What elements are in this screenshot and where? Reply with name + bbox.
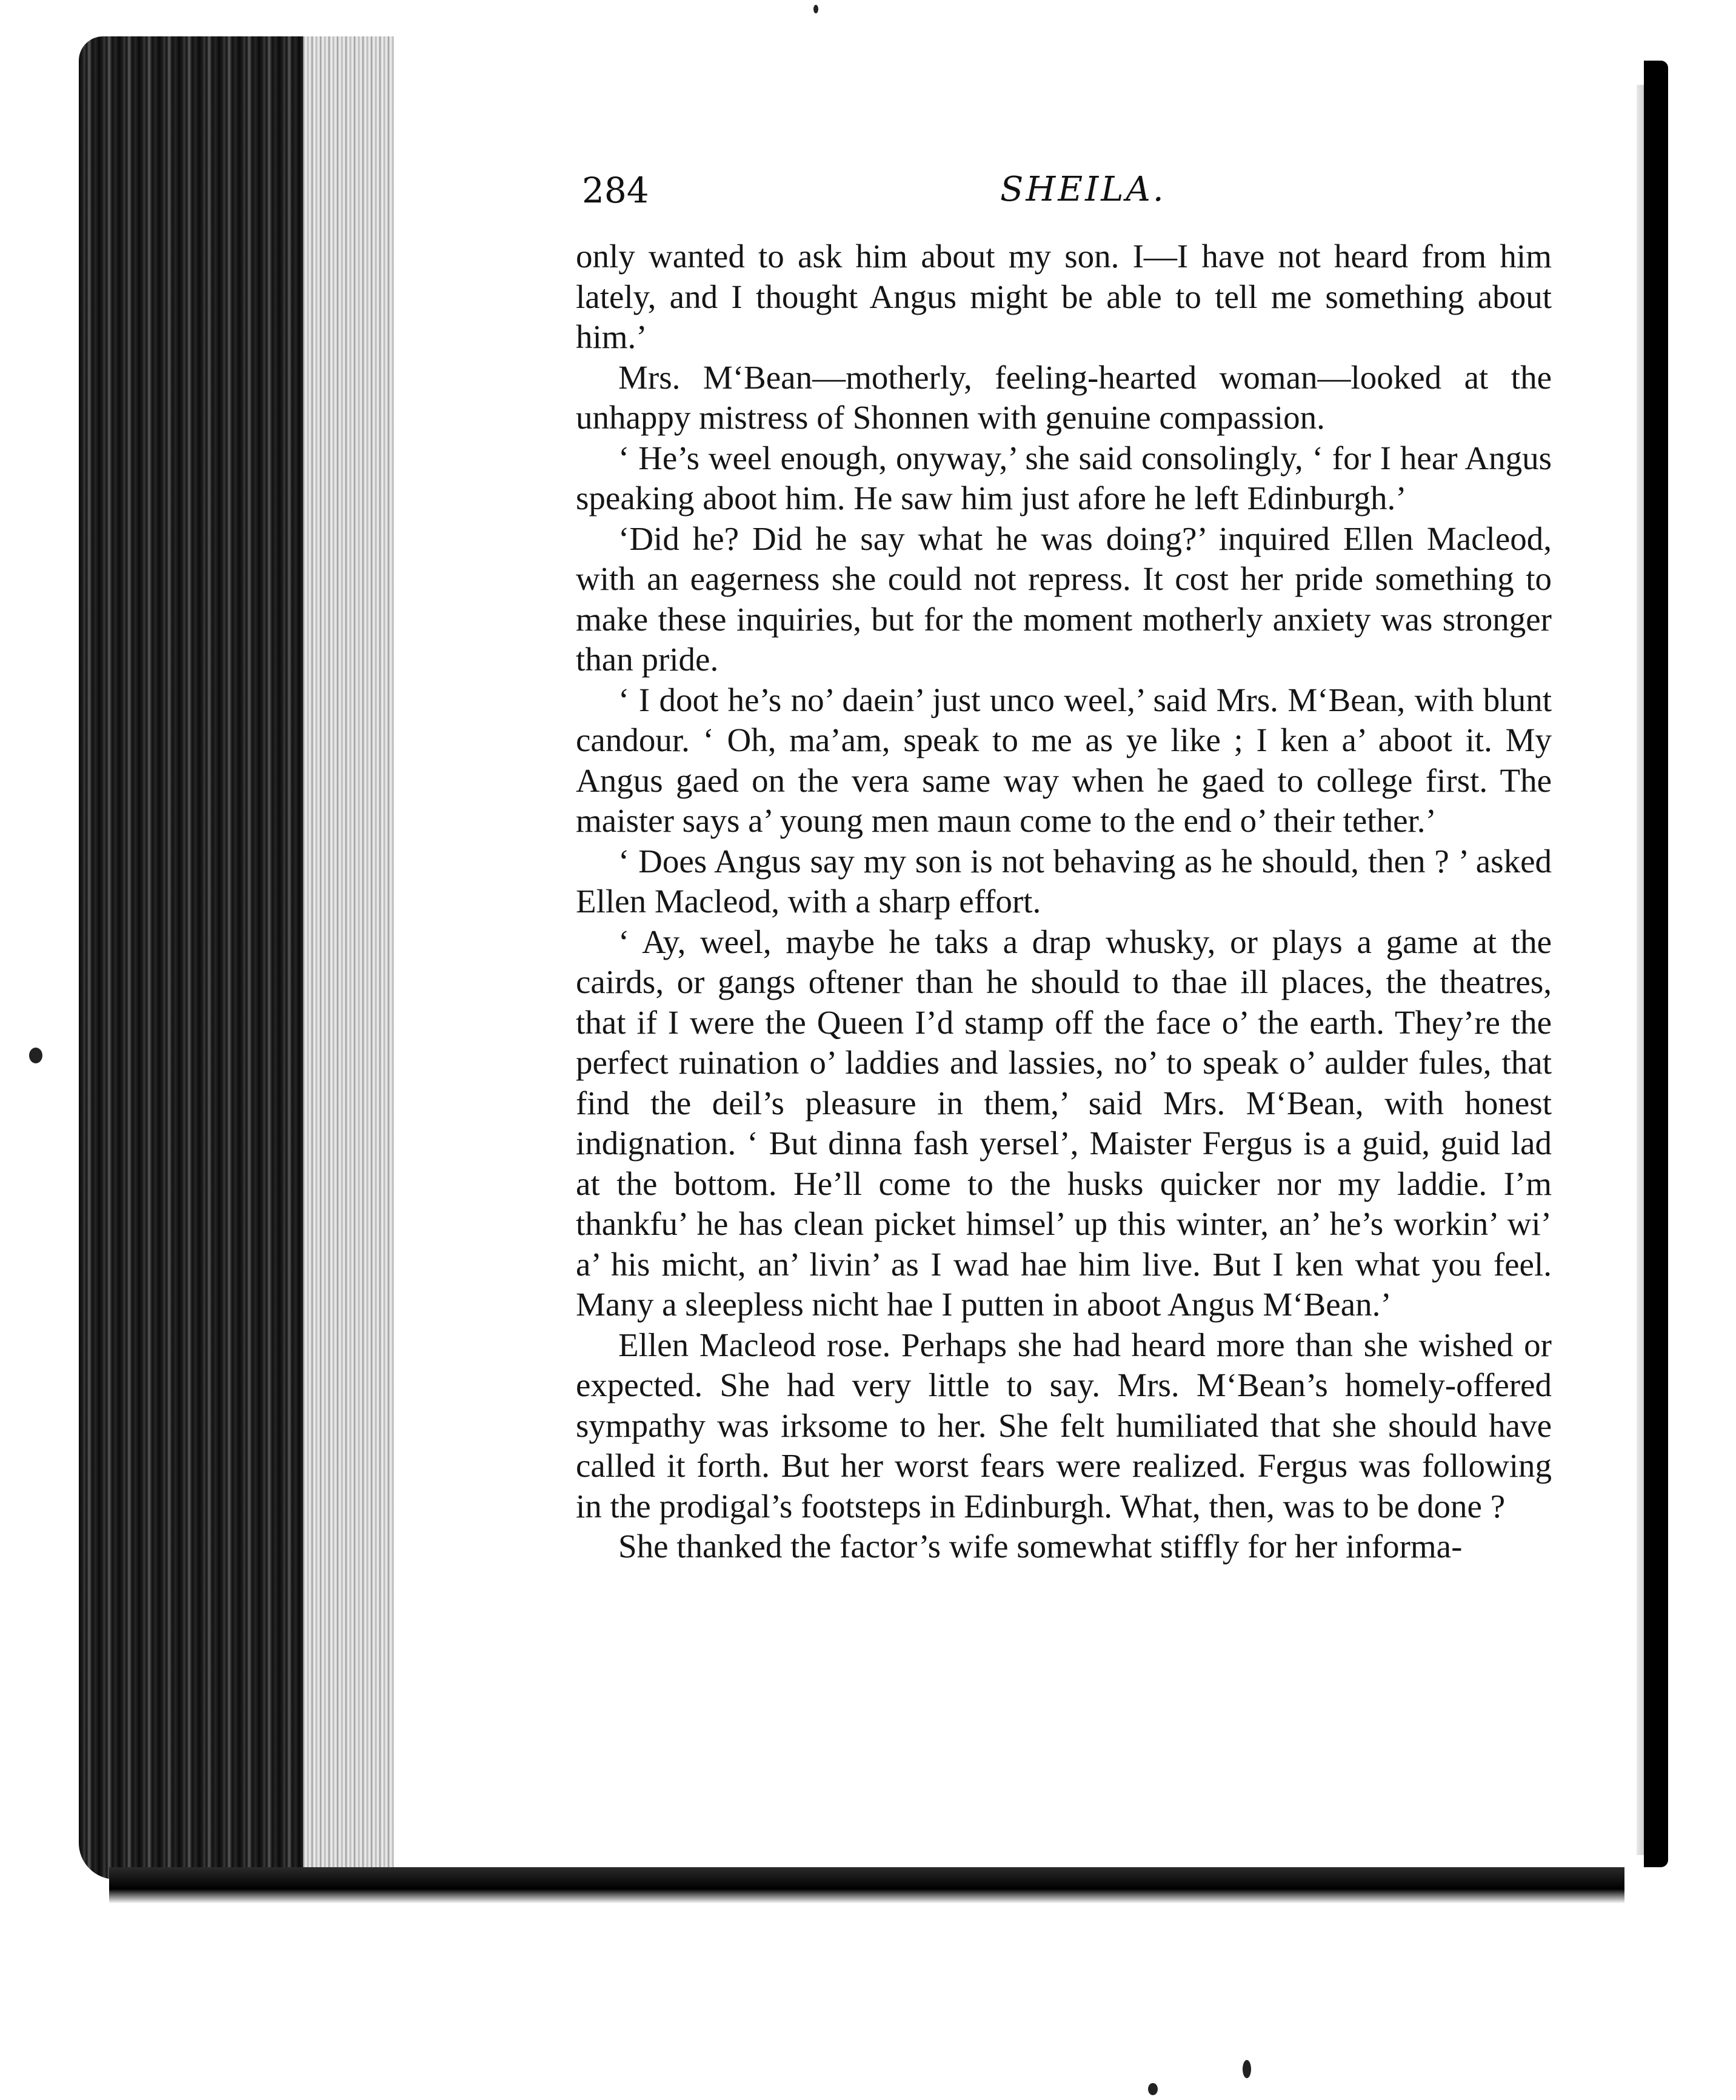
page-number: 284 [582,170,649,211]
paragraph: ‘ He’s weel enough, onyway,’ she said consolingly, ‘ for I hear Angus speaking aboot him. He saw him just afore he left Edinburgh.’ [576,439,1552,517]
book-page-edge [79,36,394,1879]
printed-page [394,42,1637,1867]
book-bottom-shadow [109,1867,1624,1904]
paragraph: Ellen Macleod rose. Perhaps she had heard more than she wished or expected. She had very little to say. Mrs. M‘Bean’s homely-offered sympathy was irksome to her. She felt humiliated that she should have called it forth. But her worst fears were realized. Fergus was following in the prodigal’s footsteps in Edinburgh. What, then, was to be done ? [576,1326,1552,1525]
paragraph: Mrs. M‘Bean—motherly, feeling-hearted woman—looked at the unhappy mistress of Shonnen with genuine compassion. [576,358,1552,436]
speck-mark [29,1048,42,1063]
paragraph: She thanked the factor’s wife somewhat stiffly for her informa- [618,1528,1463,1565]
body-text [576,236,1552,1567]
speck-mark [1243,2060,1251,2078]
running-title: SHEILA. [1000,170,1166,209]
paragraph: only wanted to ask him about my son. I—I have not heard from him lately, and I thought Angus might be able to tell me something about him.’ [576,238,1552,355]
running-head [582,170,1552,230]
page-block-edges [303,36,394,1879]
speck-mark [1148,2083,1158,2095]
paragraph: ‘ I doot he’s no’ daein’ just unco weel,’ said Mrs. M‘Bean, with blunt candour. ‘ Oh, ma’am, speak to me as ye like ; I ken a’ aboot it. My Angus gaed on the vera same way when he gaed to college first. The maister says a’ young men maun come to the end o’ their tether.’ [576,681,1552,839]
paragraph: ‘ Does Angus say my son is not behaving as he should, then ? ’ asked Ellen Macleod, with a sharp effort. [576,842,1552,920]
speck-mark [813,5,818,13]
paragraph: ‘Did he? Did he say what he was doing?’ inquired Ellen Macleod, with an eagerness she could not repress. It cost her pride something to make these inquiries, but for the moment motherly anxiety was stronger than pride. [576,520,1552,678]
facing-page-edge [1644,61,1668,1867]
paragraph: ‘ Ay, weel, maybe he taks a drap whusky, or plays a game at the cairds, or gangs oftener than he should to thae ill places, the theatres, that if I were the Queen I’d stamp off the face o’ the earth. They’re the perfect ruination o’ laddies and lassies, no’ to speak o’ aulder fules, that find the deil’s pleasure in them,’ said Mrs. M‘Bean, with honest indignation. ‘ But dinna fash yersel’, Maister Fergus is a guid, guid lad at the bottom. He’ll come to the husks quicker nor my laddie. I’m thankfu’ he has clean picket himsel’ up this winter, an’ he’s workin’ wi’ a’ his micht, an’ livin’ as I wad hae him live. But I ken what you feel. Many a sleepless nicht hae I putten in aboot Angus M‘Bean.’ [576,923,1552,1323]
